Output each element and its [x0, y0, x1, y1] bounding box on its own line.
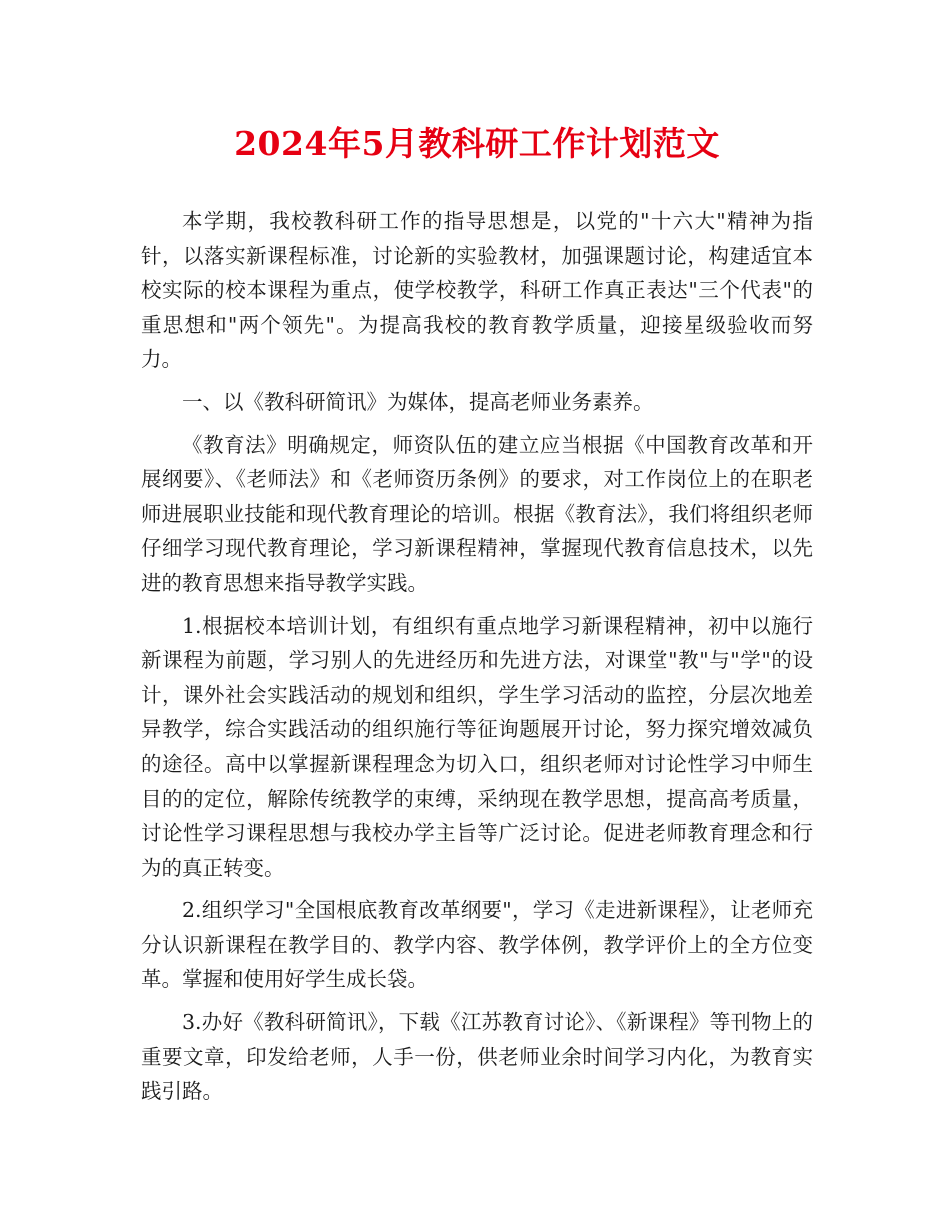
- paragraph-guiding-ideology: 本学期，我校教科研工作的指导思想是，以党的"十六大"精神为指针，以落实新课程标准，讨论新的实验教材，加强课题讨论，构建适宜本校实际的校本课程为重点，使学校教学，科研工作真正表达"三个代表"的重思想和"两个领先"。为提高我校的教育教学质量，迎接星级验收而努力。: [141, 209, 813, 372]
- paragraph-item-1: 1.根据校本培训计划，有组织有重点地学习新课程精神，初中以施行新课程为前题，学习别人的先进经历和先进方法，对课堂"教"与"学"的设计，课外社会实践活动的规划和组织，学生学习活动的监控，分层次地差异教学，综合实践活动的组织施行等征询题展开讨论，努力探究增效减负的途径。高中以掌握新课程理念为切入口，组织老师对讨论性学习中师生目的的定位，解除传统教学的束缚，采纳现在教学思想，提高高考质量，讨论性学习课程思想与我校办学主旨等广泛讨论。促进老师教育理念和行为的真正转变。: [141, 613, 813, 880]
- paragraph-item-3: 3.办好《教科研简讯》，下载《江苏教育讨论》、《新课程》等刊物上的重要文章，印发给老师，人手一份，供老师业余时间学习内化，为教育实践引路。: [141, 1010, 813, 1104]
- paragraph-item-2: 2.组织学习"全国根底教育改革纲要"，学习《走进新课程》，让老师充分认识新课程在教学目的、教学内容、教学体例，教学评价上的全方位变革。掌握和使用好学生成长袋。: [141, 898, 813, 992]
- section-heading-1: 一、以《教科研简讯》为媒体，提高老师业务素养。: [182, 389, 654, 414]
- document-title: 2024年5月教科研工作计划范文: [234, 124, 720, 163]
- paragraph-education-law: 《教育法》明确规定，师资队伍的建立应当根据《中国教育改革和开展纲要》、《老师法》和《老师资历条例》的要求，对工作岗位上的在职老师进展职业技能和现代教育理论的培训。根据《教育法》，我们将组织老师仔细学习现代教育理论，学习新课程精神，掌握现代教育信息技术，以先进的教育思想来指导教学实践。: [141, 432, 813, 595]
- document-page: [141, 122, 813, 1109]
